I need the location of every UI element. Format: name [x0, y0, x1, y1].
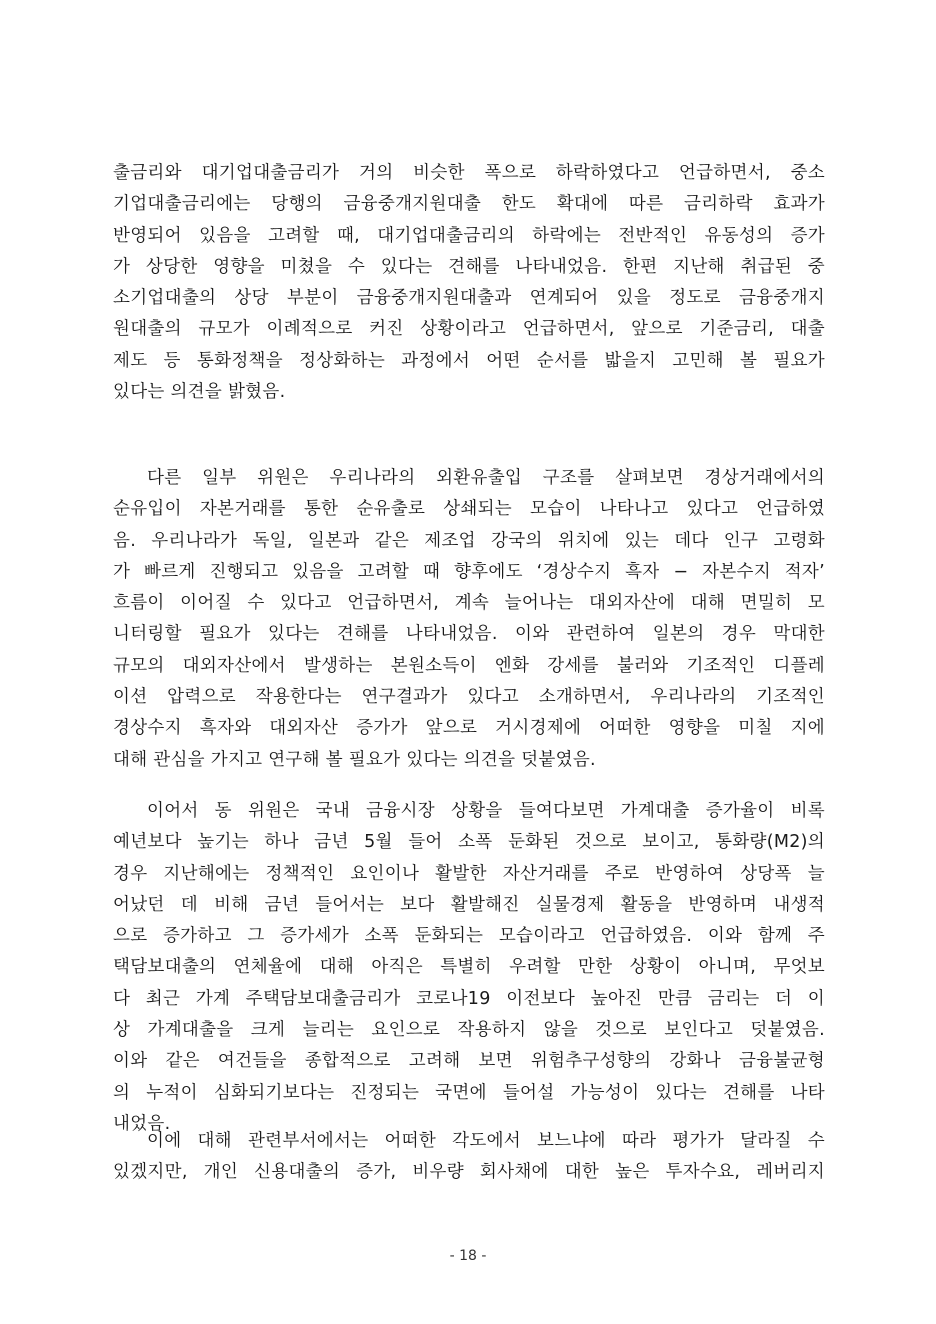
text-line: 소기업대출의 상당 부분이 금융중개지원대출과 연계되어 있을 정도로 금융중개지 [113, 288, 825, 309]
paragraph-3 [113, 796, 825, 1140]
text-line: 의 누적이 심화되기보다는 진정되는 국면에 들어설 가능성이 있다는 견해를 나타 [113, 1082, 825, 1103]
text-line: 제도 등 통화정책을 정상화하는 과정에서 어떤 순서를 밟을지 고민해 볼 필요가 [113, 350, 825, 371]
text-line: 택담보대출의 연체율에 대해 아직은 특별히 우려할 만한 상황이 아니며, 무엇보 [113, 957, 825, 978]
text-line: 있다는 의견을 밝혔음. [113, 382, 286, 403]
text-line: 출금리와 대기업대출금리가 거의 비슷한 폭으로 하락하였다고 언급하면서, 중소 [113, 163, 825, 183]
text-line: 이와 같은 여건들을 종합적으로 고려해 보면 위험추구성향의 강화나 금융불균형 [113, 1051, 825, 1072]
paragraph-2 [113, 463, 825, 776]
page-number: - 18 - [449, 1248, 487, 1264]
text-line: 원대출의 규모가 이례적으로 커진 상황이라고 언급하면서, 앞으로 기준금리, 대출 [113, 319, 825, 340]
paragraph-1 [113, 158, 825, 408]
text-line: 가 빠르게 진행되고 있음을 고려할 때 향후에도 ‘경상수지 흑자 − 자본수지 적자’ [113, 561, 825, 582]
text-line: 흐름이 이어질 수 있다고 언급하면서, 계속 늘어나는 대외자산에 대해 면밀히 모 [113, 593, 825, 614]
text-line: 경상수지 흑자와 대외자산 증가가 앞으로 거시경제에 어떠한 영향을 미칠 지에 [113, 718, 825, 739]
text-line: 니터링할 필요가 있다는 견해를 나타내었음. 이와 관련하여 일본의 경우 막대한 [113, 624, 825, 645]
text-line: 가 상당한 영향을 미쳤을 수 있다는 견해를 나타내었음. 한편 지난해 취급된 중 [113, 256, 825, 277]
text-line: 음. 우리나라가 독일, 일본과 같은 제조업 강국의 위치에 있는 데다 인구 고령화 [113, 530, 825, 551]
text-line: 어났던 데 비해 금년 들어서는 보다 활발해진 실물경제 활동을 반영하며 내생적 [113, 894, 825, 915]
text-line: 다 최근 가계 주택담보대출금리가 코로나19 이전보다 높아진 만큼 금리는 더 이 [113, 988, 825, 1009]
text-line: 기업대출금리에는 당행의 금융중개지원대출 한도 확대에 따른 금리하락 효과가 [113, 194, 825, 215]
text-line: 상 가계대출을 크게 늘리는 요인으로 작용하지 않을 것으로 보인다고 덧붙였음. [113, 1020, 825, 1041]
text-line: 대해 관심을 가지고 연구해 볼 필요가 있다는 의견을 덧붙였음. [113, 749, 596, 770]
text-line: 규모의 대외자산에서 발생하는 본원소득이 엔화 강세를 불러와 기조적인 디플레 [113, 655, 825, 676]
text-line: 내었음. [113, 1113, 171, 1134]
text-line: 순유입이 자본거래를 통한 순유출로 상쇄되는 모습이 나타나고 있다고 언급하였 [113, 499, 825, 520]
text-line: 경우 지난해에는 정책적인 요인이나 활발한 자산거래를 주로 반영하여 상당폭 늘 [113, 863, 825, 884]
text-line: 이어서 동 위원은 국내 금융시장 상황을 들여다보면 가계대출 증가율이 비록 [147, 801, 825, 821]
text-line: 이에 대해 관련부서에서는 어떠한 각도에서 보느냐에 따라 평가가 달라질 수 [147, 1131, 825, 1151]
text-line: 으로 증가하고 그 증가세가 소폭 둔화되는 모습이라고 언급하였음. 이와 함께 주 [113, 926, 825, 947]
text-line: 다른 일부 위원은 우리나라의 외환유출입 구조를 살펴보면 경상거래에서의 [147, 468, 825, 488]
paragraph-4 [113, 1126, 825, 1189]
text-line: 이션 압력으로 작용한다는 연구결과가 있다고 소개하면서, 우리나라의 기조적인 [113, 687, 825, 708]
text-line: 있겠지만, 개인 신용대출의 증가, 비우량 회사채에 대한 높은 투자수요, 레버리지 [113, 1162, 825, 1183]
text-line: 반영되어 있음을 고려할 때, 대기업대출금리의 하락에는 전반적인 유동성의 증가 [113, 225, 825, 246]
text-line: 예년보다 높기는 하나 금년 5월 들어 소폭 둔화된 것으로 보이고, 통화량(M2)의 [113, 832, 825, 853]
